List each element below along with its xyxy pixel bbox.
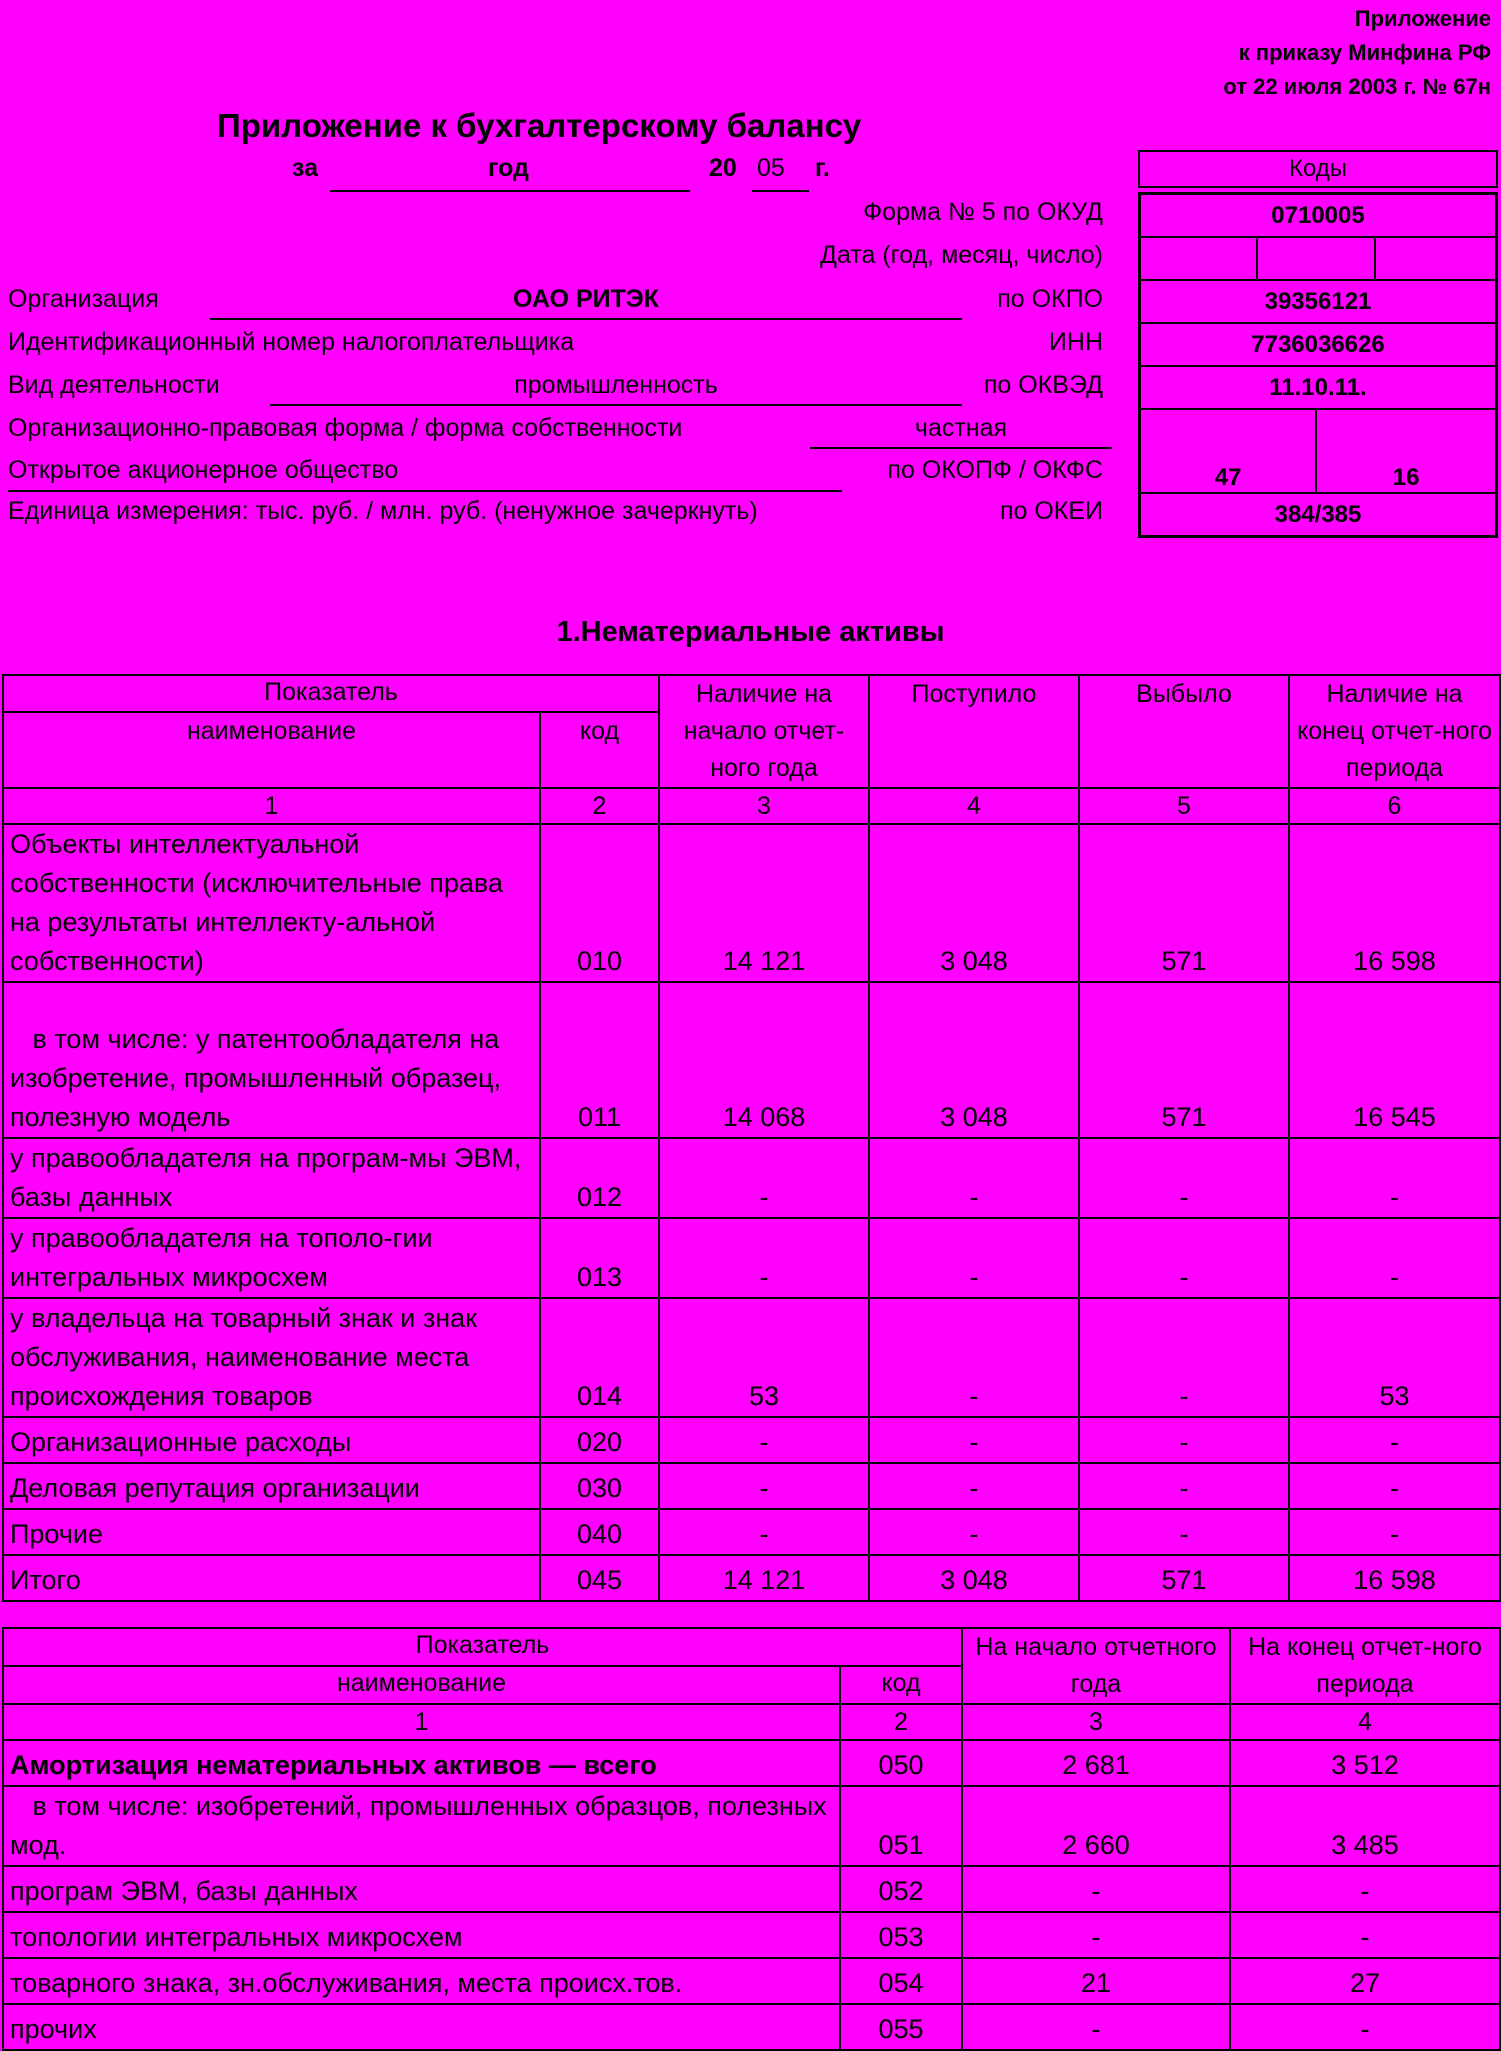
form-label: Форма № 5 по ОКУД bbox=[863, 198, 1103, 226]
table-row bbox=[3, 1218, 1500, 1298]
t2-row-code: 051 bbox=[840, 1786, 962, 1866]
activity-value: промышленность bbox=[514, 371, 718, 399]
t1-num: 3 bbox=[659, 788, 869, 824]
t1-row-name: у владельца на товарный знак и знак обслуживания, наименование места происхождения товаров bbox=[3, 1298, 540, 1417]
t1-row-code: 014 bbox=[540, 1298, 659, 1417]
table-row bbox=[3, 1417, 1500, 1463]
t2-num: 1 bbox=[3, 1704, 840, 1740]
period-underline bbox=[330, 190, 690, 192]
t1-row-out: - bbox=[1079, 1463, 1289, 1509]
t2-num: 4 bbox=[1230, 1704, 1500, 1740]
t1-row-start: - bbox=[659, 1138, 869, 1218]
t1-row-name: у правообладателя на програм-мы ЭВМ, базы данных bbox=[3, 1138, 540, 1218]
org-underline bbox=[210, 318, 962, 320]
t1-row-code: 011 bbox=[540, 982, 659, 1138]
table-row bbox=[3, 1958, 1500, 2004]
t2-row-start: - bbox=[962, 2004, 1230, 2050]
org-label: Организация bbox=[8, 285, 159, 313]
t1-row-code: 030 bbox=[540, 1463, 659, 1509]
t1-num: 4 bbox=[869, 788, 1079, 824]
t1-row-end: 16 598 bbox=[1289, 824, 1500, 982]
header-note-line3: от 22 июля 2003 г. № 67н bbox=[1223, 74, 1491, 99]
t1-row-name: Прочие bbox=[3, 1509, 540, 1555]
t2-row-end: - bbox=[1230, 1912, 1500, 1958]
t1-row-name: в том числе: у патентообладателя на изобретение, промышленный образец, полезную модель bbox=[3, 982, 540, 1138]
t2-row-code: 050 bbox=[840, 1740, 962, 1786]
t2-row-name: в том числе: изобретений, промышленных образцов, полезных мод. bbox=[3, 1786, 840, 1866]
t1-row-in: - bbox=[869, 1463, 1079, 1509]
t1-row-out: 571 bbox=[1079, 1555, 1289, 1601]
okopf-label: по ОКОПФ / ОКФС bbox=[887, 456, 1103, 484]
t2-row-end: - bbox=[1230, 1866, 1500, 1912]
t2-row-start: 2 660 bbox=[962, 1786, 1230, 1866]
okei-label: по ОКЕИ bbox=[999, 497, 1103, 525]
t1-row-out: - bbox=[1079, 1138, 1289, 1218]
activity-label: Вид деятельности bbox=[8, 371, 220, 399]
t1-row-end: - bbox=[1289, 1218, 1500, 1298]
okei-code: 384/385 bbox=[1140, 493, 1497, 537]
t1-row-start: - bbox=[659, 1509, 869, 1555]
inn-label: Идентификационный номер налогоплательщика bbox=[8, 328, 575, 356]
t1-row-end: - bbox=[1289, 1509, 1500, 1555]
t1-row-start: 14 068 bbox=[659, 982, 869, 1138]
t1-row-end: 16 598 bbox=[1289, 1555, 1500, 1601]
table-row bbox=[3, 1509, 1500, 1555]
t2-row-code: 052 bbox=[840, 1866, 962, 1912]
t1-row-end: - bbox=[1289, 1138, 1500, 1218]
t2-h-start: На начало отчетного года bbox=[962, 1628, 1230, 1704]
page-title: Приложение к бухгалтерскому балансу bbox=[217, 107, 862, 144]
t1-row-end: - bbox=[1289, 1463, 1500, 1509]
t1-row-start: 53 bbox=[659, 1298, 869, 1417]
t1-row-name: Объекты интеллектуальной собственности (исключительные права на результаты интеллекту-альной собственности) bbox=[3, 824, 540, 982]
t1-h-end: Наличие на конец отчет-ного периода bbox=[1289, 675, 1500, 788]
t2-row-name: Амортизация нематериальных активов — всего bbox=[3, 1740, 840, 1786]
t1-row-end: 16 545 bbox=[1289, 982, 1500, 1138]
t2-row-start: - bbox=[962, 1866, 1230, 1912]
codes-header: Коды bbox=[1138, 150, 1498, 188]
inn-short-label: ИНН bbox=[1048, 328, 1103, 356]
t1-row-code: 013 bbox=[540, 1218, 659, 1298]
t1-row-out: - bbox=[1079, 1417, 1289, 1463]
t1-h-indicator: Показатель bbox=[3, 675, 659, 712]
table-row bbox=[3, 1463, 1500, 1509]
t2-row-end: 27 bbox=[1230, 1958, 1500, 2004]
t1-row-start: - bbox=[659, 1463, 869, 1509]
t1-h-name: наименование bbox=[3, 712, 540, 788]
legal-form-underline bbox=[8, 490, 842, 492]
okfs-code: 16 bbox=[1316, 409, 1496, 493]
t2-h-indicator: Показатель bbox=[3, 1628, 962, 1666]
t2-row-name: топологии интегральных микросхем bbox=[3, 1912, 840, 1958]
t1-row-in: - bbox=[869, 1417, 1079, 1463]
t1-row-in: - bbox=[869, 1138, 1079, 1218]
org-value: ОАО РИТЭК bbox=[513, 285, 659, 313]
t1-row-name: Деловая репутация организации bbox=[3, 1463, 540, 1509]
t2-num: 3 bbox=[962, 1704, 1230, 1740]
okopf-code: 47 bbox=[1140, 409, 1317, 493]
t1-row-start: 14 121 bbox=[659, 1555, 869, 1601]
period-suffix: г. bbox=[815, 154, 830, 182]
table-row bbox=[3, 1138, 1500, 1218]
t2-row-code: 055 bbox=[840, 2004, 962, 2050]
t1-row-in: - bbox=[869, 1298, 1079, 1417]
t1-row-start: 14 121 bbox=[659, 824, 869, 982]
t2-row-end: 3 512 bbox=[1230, 1740, 1500, 1786]
table-row bbox=[3, 2004, 1500, 2050]
okved-label: по ОКВЭД bbox=[983, 371, 1103, 399]
t1-num: 6 bbox=[1289, 788, 1500, 824]
ownership-value: частная bbox=[914, 414, 1008, 442]
t1-row-end: 53 bbox=[1289, 1298, 1500, 1417]
t1-row-code: 040 bbox=[540, 1509, 659, 1555]
inn-code: 7736036626 bbox=[1140, 323, 1497, 366]
t1-row-out: 571 bbox=[1079, 824, 1289, 982]
t2-row-code: 054 bbox=[840, 1958, 962, 2004]
table-row bbox=[3, 1786, 1500, 1866]
t2-row-name: прочих bbox=[3, 2004, 840, 2050]
t1-h-start: Наличие на начало отчет-ного года bbox=[659, 675, 869, 788]
table-row bbox=[3, 982, 1500, 1138]
t1-h-in: Поступило bbox=[869, 675, 1079, 788]
t2-row-end: 3 485 bbox=[1230, 1786, 1500, 1866]
table-row bbox=[3, 1912, 1500, 1958]
ownership-underline bbox=[810, 447, 1112, 449]
legal-form-value: Открытое акционерное общество bbox=[8, 456, 399, 484]
t1-row-name: у правообладателя на тополо-гии интегральных микросхем bbox=[3, 1218, 540, 1298]
okpo-label: по ОКПО bbox=[997, 285, 1103, 313]
t2-row-name: програм ЭВМ, базы данных bbox=[3, 1866, 840, 1912]
t1-row-in: 3 048 bbox=[869, 982, 1079, 1138]
section1-title: 1.Нематериальные активы bbox=[556, 616, 945, 648]
t1-row-out: 571 bbox=[1079, 982, 1289, 1138]
t2-row-name: товарного знака, зн.обслуживания, места происх.тов. bbox=[3, 1958, 840, 2004]
t2-num: 2 bbox=[840, 1704, 962, 1740]
unit-label: Единица измерения: тыс. руб. / млн. руб. (ненужное зачеркнуть) bbox=[8, 497, 758, 525]
t2-h-end: На конец отчет-ного периода bbox=[1230, 1628, 1500, 1704]
t1-num: 1 bbox=[3, 788, 540, 824]
t1-row-start: - bbox=[659, 1417, 869, 1463]
t1-row-start: - bbox=[659, 1218, 869, 1298]
activity-underline bbox=[270, 404, 962, 406]
t1-num: 5 bbox=[1079, 788, 1289, 824]
header-note-line1: Приложение bbox=[1354, 6, 1491, 31]
table-row bbox=[3, 1555, 1500, 1601]
table-row bbox=[3, 1866, 1500, 1912]
t1-num: 2 bbox=[540, 788, 659, 824]
amortization-table bbox=[2, 1627, 1501, 2051]
t1-row-out: - bbox=[1079, 1509, 1289, 1555]
t1-row-end: - bbox=[1289, 1417, 1500, 1463]
okud-code: 0710005 bbox=[1140, 194, 1497, 238]
t2-row-end: - bbox=[1230, 2004, 1500, 2050]
t1-row-code: 020 bbox=[540, 1417, 659, 1463]
t1-h-code: код bbox=[540, 712, 659, 788]
period-prefix: за bbox=[292, 154, 319, 182]
period-word-year: год bbox=[488, 154, 529, 182]
t1-row-code: 012 bbox=[540, 1138, 659, 1218]
t2-h-code: код bbox=[840, 1666, 962, 1704]
codes-table bbox=[1138, 192, 1498, 538]
t2-row-start: 21 bbox=[962, 1958, 1230, 2004]
t1-row-in: 3 048 bbox=[869, 1555, 1079, 1601]
header-note-line2: к приказу Минфина РФ bbox=[1238, 40, 1491, 65]
table-row bbox=[3, 1740, 1500, 1786]
legal-form-label: Организационно-правовая форма / форма собственности bbox=[8, 414, 683, 442]
table-row bbox=[3, 1298, 1500, 1417]
t1-row-name: Организационные расходы bbox=[3, 1417, 540, 1463]
t1-row-name: Итого bbox=[3, 1555, 540, 1601]
t1-row-in: - bbox=[869, 1509, 1079, 1555]
t1-row-in: - bbox=[869, 1218, 1079, 1298]
t1-row-in: 3 048 bbox=[869, 824, 1079, 982]
t1-h-out: Выбыло bbox=[1079, 675, 1289, 788]
t2-h-name: наименование bbox=[3, 1666, 840, 1704]
date-year-cell bbox=[1140, 237, 1258, 280]
year-underline bbox=[752, 190, 809, 192]
t2-row-start: 2 681 bbox=[962, 1740, 1230, 1786]
okved-code: 11.10.11. bbox=[1140, 366, 1497, 409]
date-month-cell bbox=[1257, 237, 1375, 280]
date-label: Дата (год, месяц, число) bbox=[820, 241, 1103, 269]
period-century: 20 bbox=[709, 154, 737, 182]
header-note bbox=[1223, 2, 1491, 104]
t1-row-code: 045 bbox=[540, 1555, 659, 1601]
t2-row-start: - bbox=[962, 1912, 1230, 1958]
table-row bbox=[3, 824, 1500, 982]
t2-row-code: 053 bbox=[840, 1912, 962, 1958]
period-year: 05 bbox=[757, 154, 785, 182]
t1-row-code: 010 bbox=[540, 824, 659, 982]
okpo-code: 39356121 bbox=[1140, 280, 1497, 323]
intangible-assets-table bbox=[2, 674, 1501, 1602]
t1-row-out: - bbox=[1079, 1218, 1289, 1298]
t1-row-out: - bbox=[1079, 1298, 1289, 1417]
date-day-cell bbox=[1375, 237, 1496, 280]
